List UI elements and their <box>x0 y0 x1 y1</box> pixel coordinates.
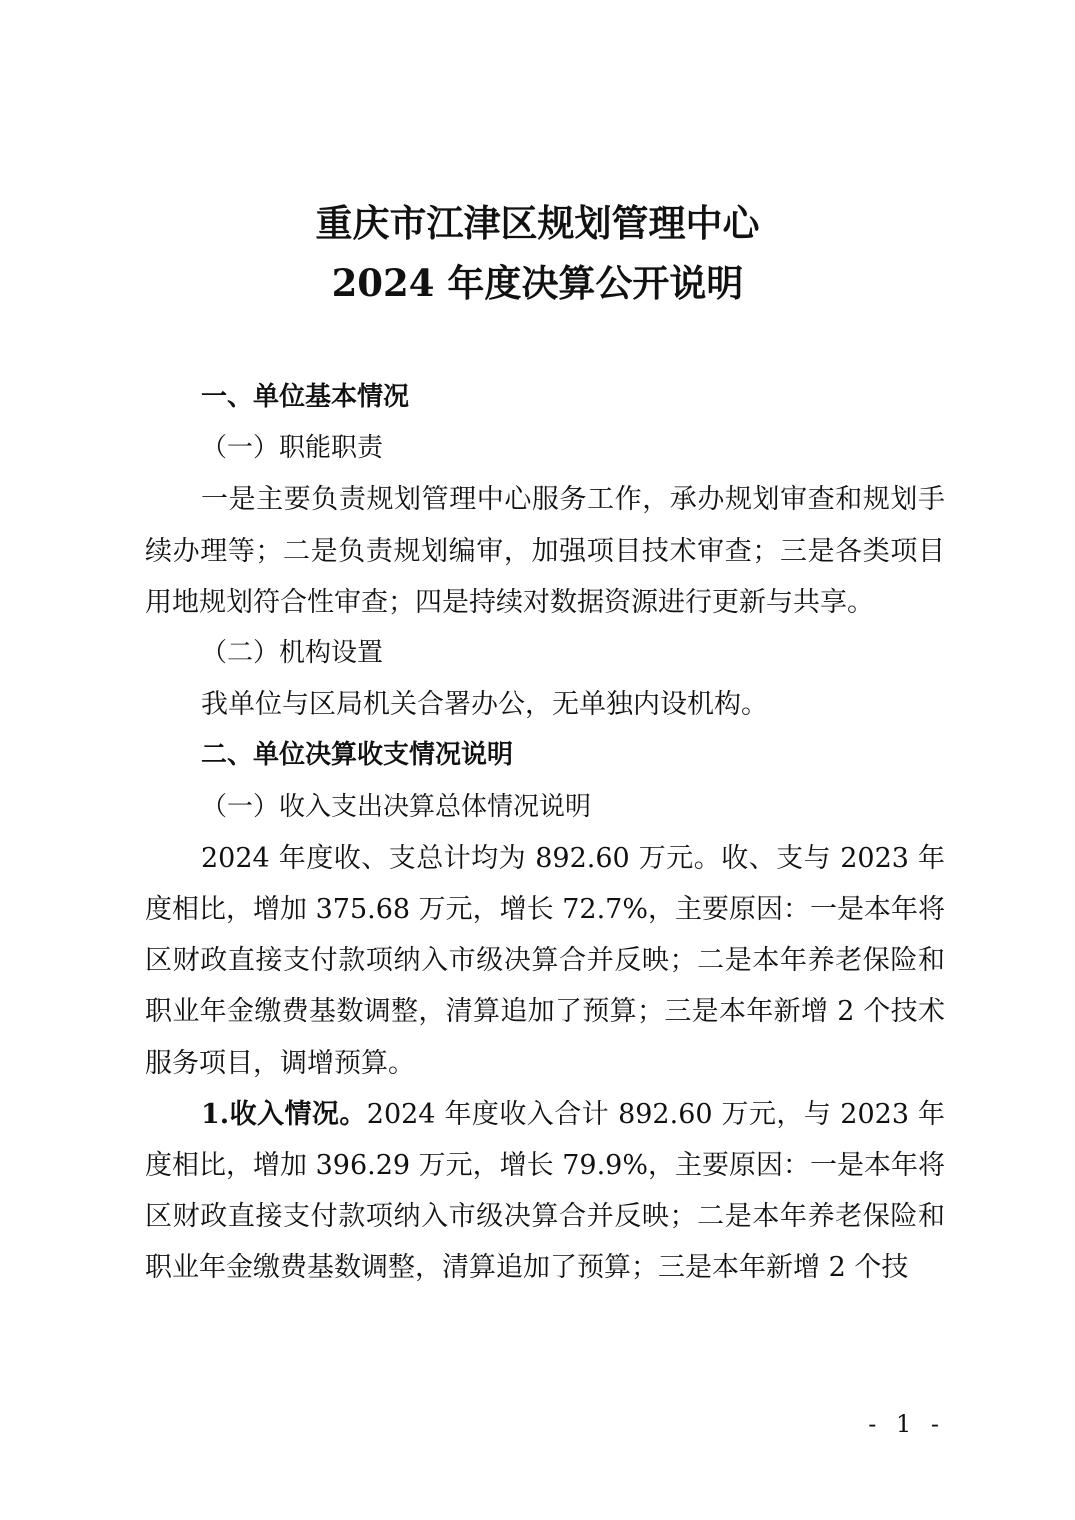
income-lead: 1.收入情况。 <box>201 1098 367 1130</box>
section1-duties-paragraph: 一是主要负责规划管理中心服务工作，承办规划审查和规划手续办理等；二是负责规划编审，加强项目技术审查；三是各类项目用地规划符合性审查；四是持续对数据资源进行更新与共享。 <box>145 484 945 618</box>
document-body <box>145 372 945 1294</box>
section1-subheading-duties: （一）职能职责 <box>201 433 384 464</box>
section1-heading: 一、单位基本情况 <box>201 382 410 412</box>
document-title-line2: 2024 年度决算公开说明 <box>331 261 744 305</box>
section2-heading: 二、单位决算收支情况说明 <box>201 740 514 771</box>
document-title-line1: 重庆市江津区规划管理中心 <box>315 201 760 245</box>
section2-subheading-overall: （一）收入支出决算总体情况说明 <box>201 791 592 822</box>
income-body: 2024 年度收入合计 892.60 万元，与 2023 年度相比，增加 396.29 万元，增长 79.9%，主要原因：一是本年将区财政直接支付款项纳入市级决算合并反映；二是本年养老保险和职业年金缴费基数调整，清算追加了预算；三是本年新增 2 个技 <box>145 1098 946 1284</box>
section2-overall-paragraph: 2024 年度收、支总计均为 892.60 万元。收、支与 2023 年度相比，增加 375.68 万元，增长 72.7%，主要原因：一是本年将区财政直接支付款项纳入市级决算合并反映；二是本年养老保险和职业年金缴费基数调整，清算追加了预算；三是本年新增 2 个技术服务项目，调增预算。 <box>145 842 945 1079</box>
section1-organization-paragraph: 我单位与区局机关合署办公，无单独内设机构。 <box>201 689 768 721</box>
section2-income-paragraph <box>145 1089 945 1294</box>
section1-subheading-organization: （二）机构设置 <box>201 638 384 669</box>
page-number: - 1 - <box>868 1410 945 1438</box>
